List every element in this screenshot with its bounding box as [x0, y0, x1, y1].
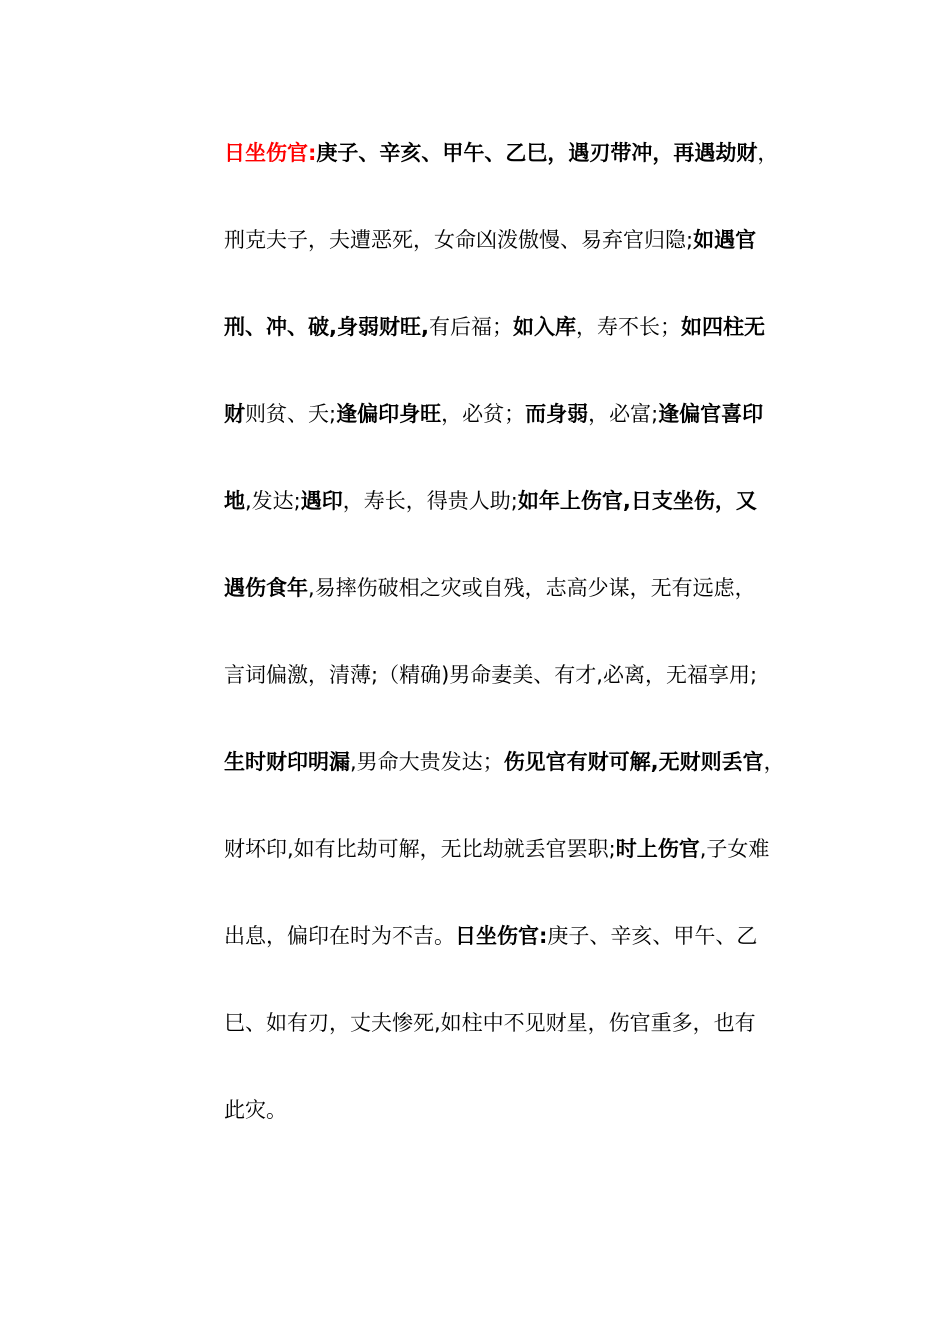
text-line [224, 132, 824, 219]
text-bold: 如年上伤官,日支坐伤，又 [517, 489, 757, 513]
text-normal: ， [763, 750, 785, 774]
text-normal: 巳、如有刃，丈夫惨死,如柱中不见财星，伤官重多，也有 [224, 1011, 756, 1035]
text-line [224, 567, 824, 654]
text-normal: 财坏印,如有比劫可解，无比劫就丢官罢职; [224, 837, 616, 861]
text-line [224, 480, 824, 567]
text-line [224, 219, 824, 306]
text-bold: 财 [224, 402, 245, 426]
text-normal: 刑克夫子，夫遭恶死，女命凶泼傲慢、易弃官归隐; [224, 228, 694, 252]
text-normal: ，必贫； [441, 402, 526, 426]
text-normal: ，寿不长； [575, 315, 681, 339]
text-bold: 遇印 [300, 489, 343, 513]
text-normal: ,男命大贵发达； [350, 750, 504, 774]
text-normal: ，寿长，得贵人助; [342, 489, 518, 513]
text-normal: ， [757, 141, 779, 165]
text-normal: 出息，偏印在时为不吉。 [224, 924, 455, 948]
text-normal: 言词偏激，清薄;（精确)男命妻美、有才,必离，无福享用; [224, 663, 758, 687]
heading-highlight: 日坐伤官: [224, 141, 317, 165]
body-text [224, 132, 824, 1176]
text-line [224, 393, 824, 480]
text-normal: ,易摔伤破相之灾或自残，志高少谋，无有远虑， [308, 576, 756, 600]
text-bold: 逢偏官喜印 [658, 402, 764, 426]
text-bold: 地 [224, 489, 245, 513]
text-bold: 伤见官有财可解,无财则丢官 [503, 750, 764, 774]
text-normal: 此灾。 [224, 1098, 287, 1122]
text-bold: 日坐伤官: [455, 924, 548, 948]
text-line [224, 1089, 824, 1176]
text-bold: 庚子、辛亥、甲午、乙巳，遇刃带冲，再遇劫财 [316, 141, 758, 165]
text-normal: ，必富; [588, 402, 659, 426]
text-bold: 生时财印明漏 [224, 750, 350, 774]
text-line [224, 654, 824, 741]
text-bold: 如四柱无 [680, 315, 765, 339]
text-line [224, 828, 824, 915]
text-bold: 而身弱 [525, 402, 589, 426]
text-normal: ,发达; [245, 489, 301, 513]
text-bold: 逢偏印身旺 [336, 402, 442, 426]
text-line [224, 741, 824, 828]
text-line [224, 306, 824, 393]
text-bold: 如入库 [512, 315, 576, 339]
text-normal: 有后福； [428, 315, 513, 339]
text-line [224, 915, 824, 1002]
text-line [224, 1002, 824, 1089]
text-normal: ,子女难 [699, 837, 770, 861]
text-bold: 时上伤官 [615, 837, 700, 861]
text-bold: 刑、冲、破,身弱财旺, [224, 315, 429, 339]
text-bold: 遇伤食年 [224, 576, 308, 600]
text-bold: 如遇官 [693, 228, 757, 252]
text-normal: 庚子、辛亥、甲午、乙 [547, 924, 758, 948]
text-normal: 则贫、夭; [245, 402, 337, 426]
